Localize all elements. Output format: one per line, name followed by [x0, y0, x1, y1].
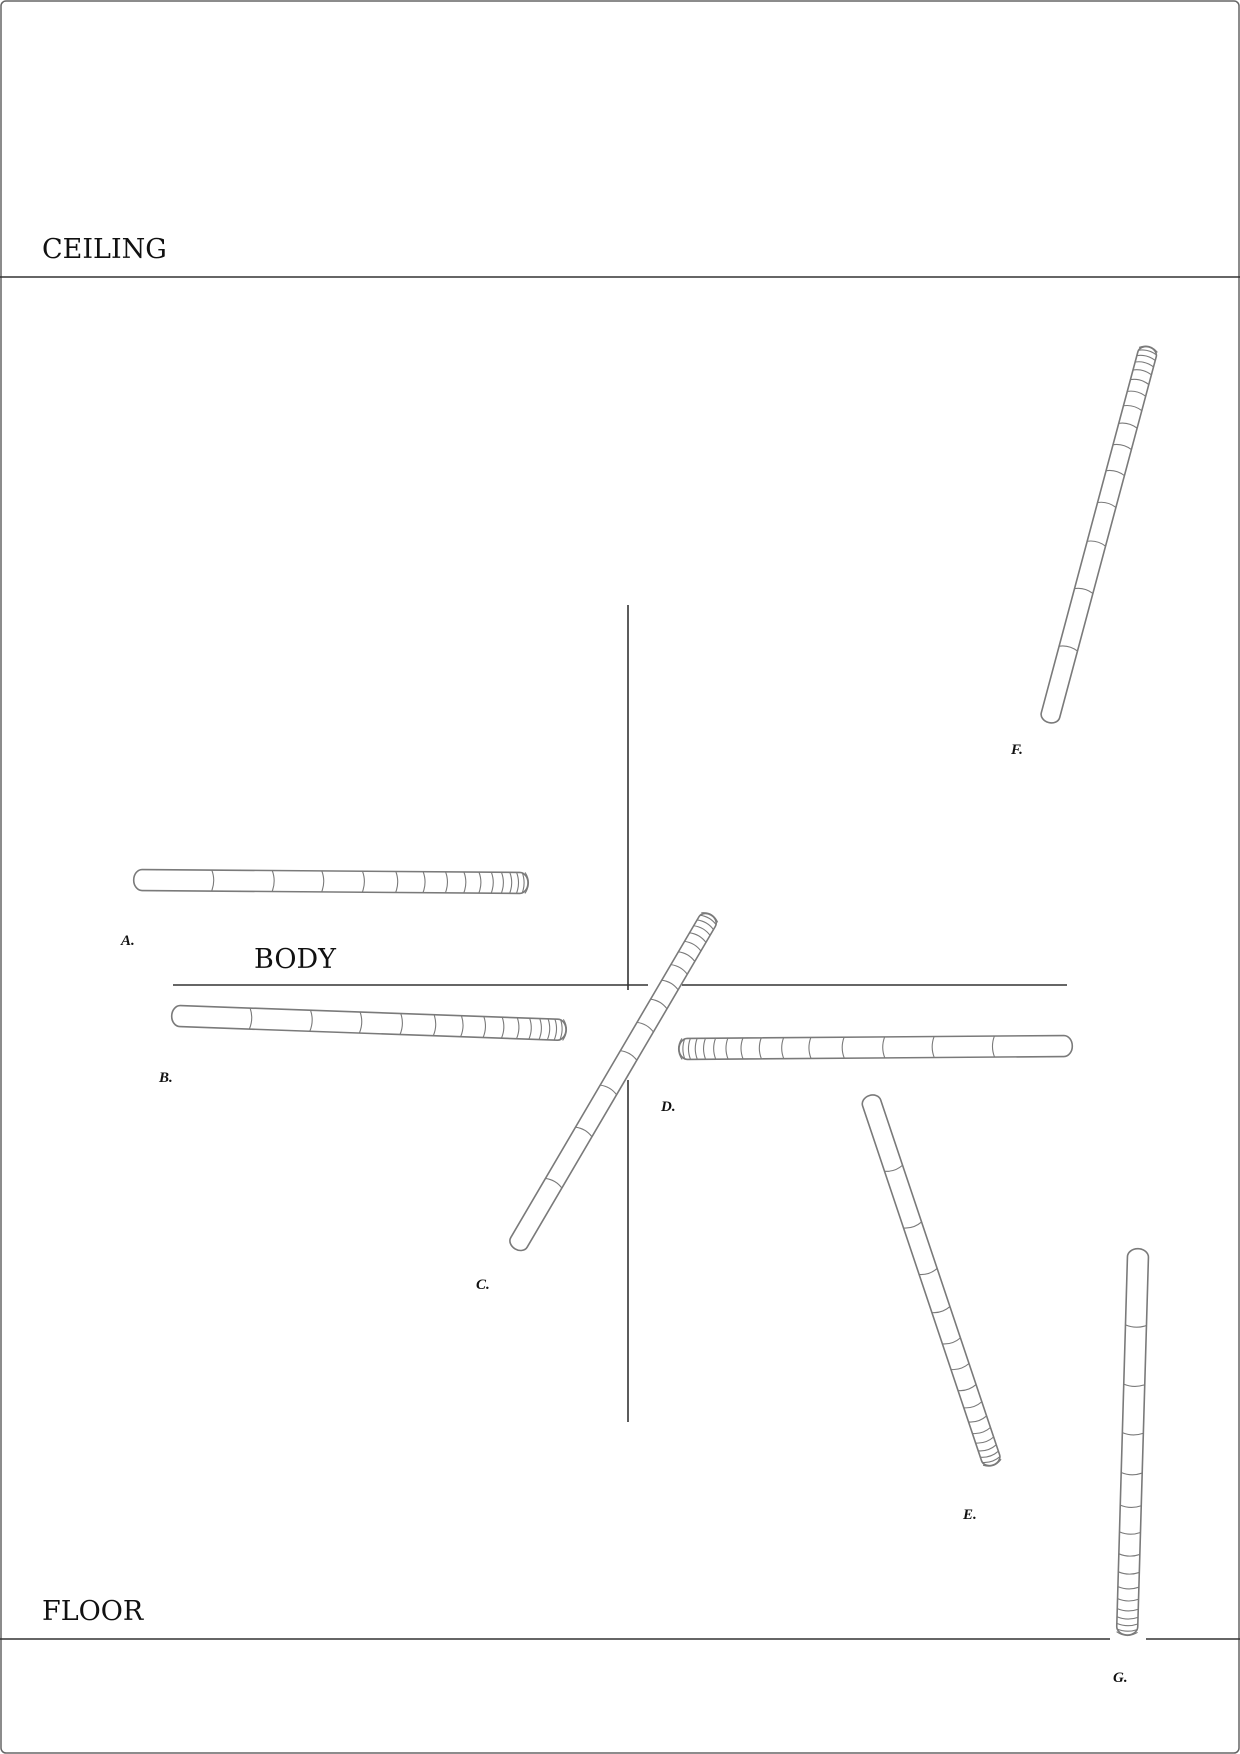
specimen-label-g: G.	[1113, 1670, 1128, 1686]
rod-g	[1116, 1248, 1148, 1635]
specimen-label-d: D.	[661, 1099, 676, 1115]
specimen-label-c: C.	[476, 1277, 490, 1293]
specimen-label-b: B.	[159, 1070, 173, 1086]
floor-label: FLOOR	[42, 1596, 144, 1627]
specimen-rods	[134, 344, 1159, 1636]
rod-f	[1039, 344, 1158, 725]
body-label: BODY	[254, 944, 336, 975]
specimen-label-a: A.	[121, 933, 135, 949]
rod-c	[507, 910, 720, 1254]
specimen-label-f: F.	[1011, 742, 1023, 758]
rod-a	[134, 869, 529, 893]
rod-b	[171, 1005, 567, 1040]
ceiling-label: CEILING	[42, 234, 167, 265]
specimen-label-e: E.	[963, 1507, 977, 1523]
rod-d	[678, 1035, 1072, 1059]
rod-e	[860, 1093, 1002, 1469]
